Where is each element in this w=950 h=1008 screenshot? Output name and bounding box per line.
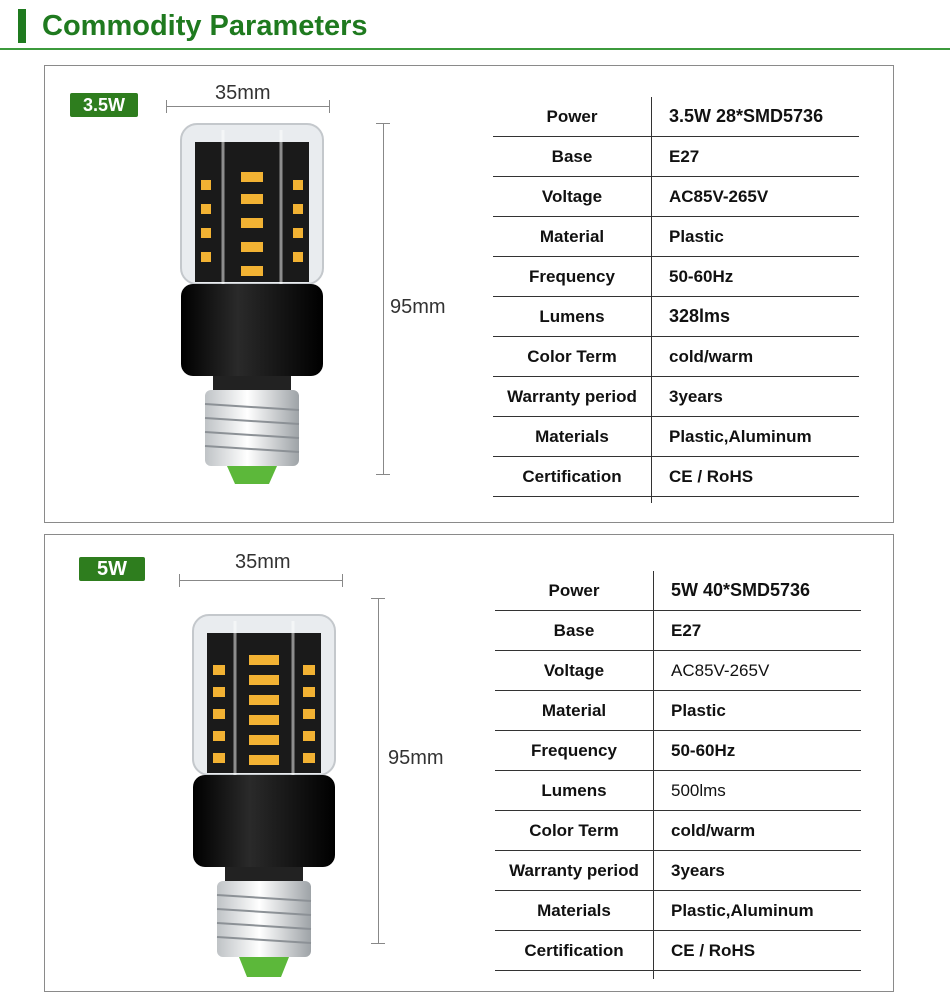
spec-row-frequency xyxy=(495,731,861,771)
spec-label: Lumens xyxy=(539,307,605,326)
spec-row-lumens xyxy=(495,771,861,811)
spec-value: Plastic xyxy=(671,701,726,720)
spec-label: Color Term xyxy=(527,347,617,366)
spec-value: CE / RoHS xyxy=(669,467,754,486)
header-divider xyxy=(0,48,950,50)
product-panel-5w xyxy=(44,534,894,992)
spec-label: Material xyxy=(539,227,605,246)
spec-label: Power xyxy=(548,581,600,600)
wattage-badge: 5W xyxy=(79,557,145,581)
spec-row-voltage xyxy=(493,177,859,217)
spec-row-materials xyxy=(493,417,859,457)
spec-value: Plastic xyxy=(669,227,724,246)
spec-label: Materials xyxy=(535,427,609,446)
spec-label: Frequency xyxy=(531,741,617,760)
spec-row-color-term xyxy=(493,337,859,377)
spec-value: 500lms xyxy=(671,781,726,800)
spec-label: Voltage xyxy=(541,187,603,206)
spec-value: CE / RoHS xyxy=(671,941,756,960)
spec-label: Materials xyxy=(537,901,611,920)
spec-row-voltage xyxy=(495,651,861,691)
spec-row-warranty xyxy=(495,851,861,891)
spec-value: 50-60Hz xyxy=(669,267,734,286)
spec-row-lumens xyxy=(493,297,859,337)
spec-value: AC85V-265V xyxy=(671,661,770,680)
spec-label: Base xyxy=(553,621,595,640)
spec-value: 328lms xyxy=(669,306,731,326)
spec-row-base xyxy=(495,611,861,651)
spec-row-base xyxy=(493,137,859,177)
spec-value: 5W 40*SMD5736 xyxy=(671,580,811,600)
spec-table xyxy=(495,571,861,971)
spec-row-power xyxy=(493,97,859,137)
width-dimension-line xyxy=(179,573,343,587)
spec-label: Frequency xyxy=(529,267,615,286)
spec-row-materials xyxy=(495,891,861,931)
page-title: Commodity Parameters xyxy=(42,10,368,42)
spec-label: Warranty period xyxy=(509,861,639,880)
spec-row-power xyxy=(495,571,861,611)
led-corn-bulb-image xyxy=(189,611,339,983)
spec-row-warranty xyxy=(493,377,859,417)
spec-row-material xyxy=(495,691,861,731)
spec-label: Base xyxy=(551,147,593,166)
spec-label: Warranty period xyxy=(507,387,637,406)
section-header xyxy=(0,0,950,50)
spec-row-color-term xyxy=(495,811,861,851)
width-dimension-label: 35mm xyxy=(215,82,271,104)
spec-row-certification xyxy=(495,931,861,971)
spec-value: 50-60Hz xyxy=(671,741,736,760)
spec-value: 3years xyxy=(671,861,725,880)
led-corn-bulb-image xyxy=(177,120,327,490)
spec-value: cold/warm xyxy=(671,821,756,840)
product-panel-3-5w xyxy=(44,65,894,523)
spec-value: 3years xyxy=(669,387,723,406)
spec-label: Voltage xyxy=(543,661,605,680)
height-dimension-label: 95mm xyxy=(390,296,446,318)
header-accent-bar xyxy=(18,9,26,43)
spec-label: Power xyxy=(546,107,598,126)
spec-label: Certification xyxy=(522,467,622,486)
wattage-badge: 3.5W xyxy=(70,93,138,117)
spec-value: AC85V-265V xyxy=(669,187,769,206)
spec-value: cold/warm xyxy=(669,347,754,366)
spec-label: Lumens xyxy=(541,781,607,800)
spec-row-material xyxy=(493,217,859,257)
height-dimension-line xyxy=(376,123,390,475)
width-dimension-label: 35mm xyxy=(235,551,291,573)
height-dimension-label: 95mm xyxy=(388,747,444,769)
spec-value: E27 xyxy=(669,147,700,166)
spec-value: E27 xyxy=(671,621,702,640)
spec-label: Material xyxy=(541,701,607,720)
spec-label: Color Term xyxy=(529,821,619,840)
width-dimension-line xyxy=(166,99,330,113)
spec-value: Plastic,Aluminum xyxy=(669,427,812,446)
spec-table xyxy=(493,97,859,497)
spec-row-frequency xyxy=(493,257,859,297)
spec-label: Certification xyxy=(524,941,624,960)
height-dimension-line xyxy=(371,598,385,944)
spec-value: 3.5W 28*SMD5736 xyxy=(669,106,824,126)
spec-row-certification xyxy=(493,457,859,497)
spec-value: Plastic,Aluminum xyxy=(671,901,814,920)
